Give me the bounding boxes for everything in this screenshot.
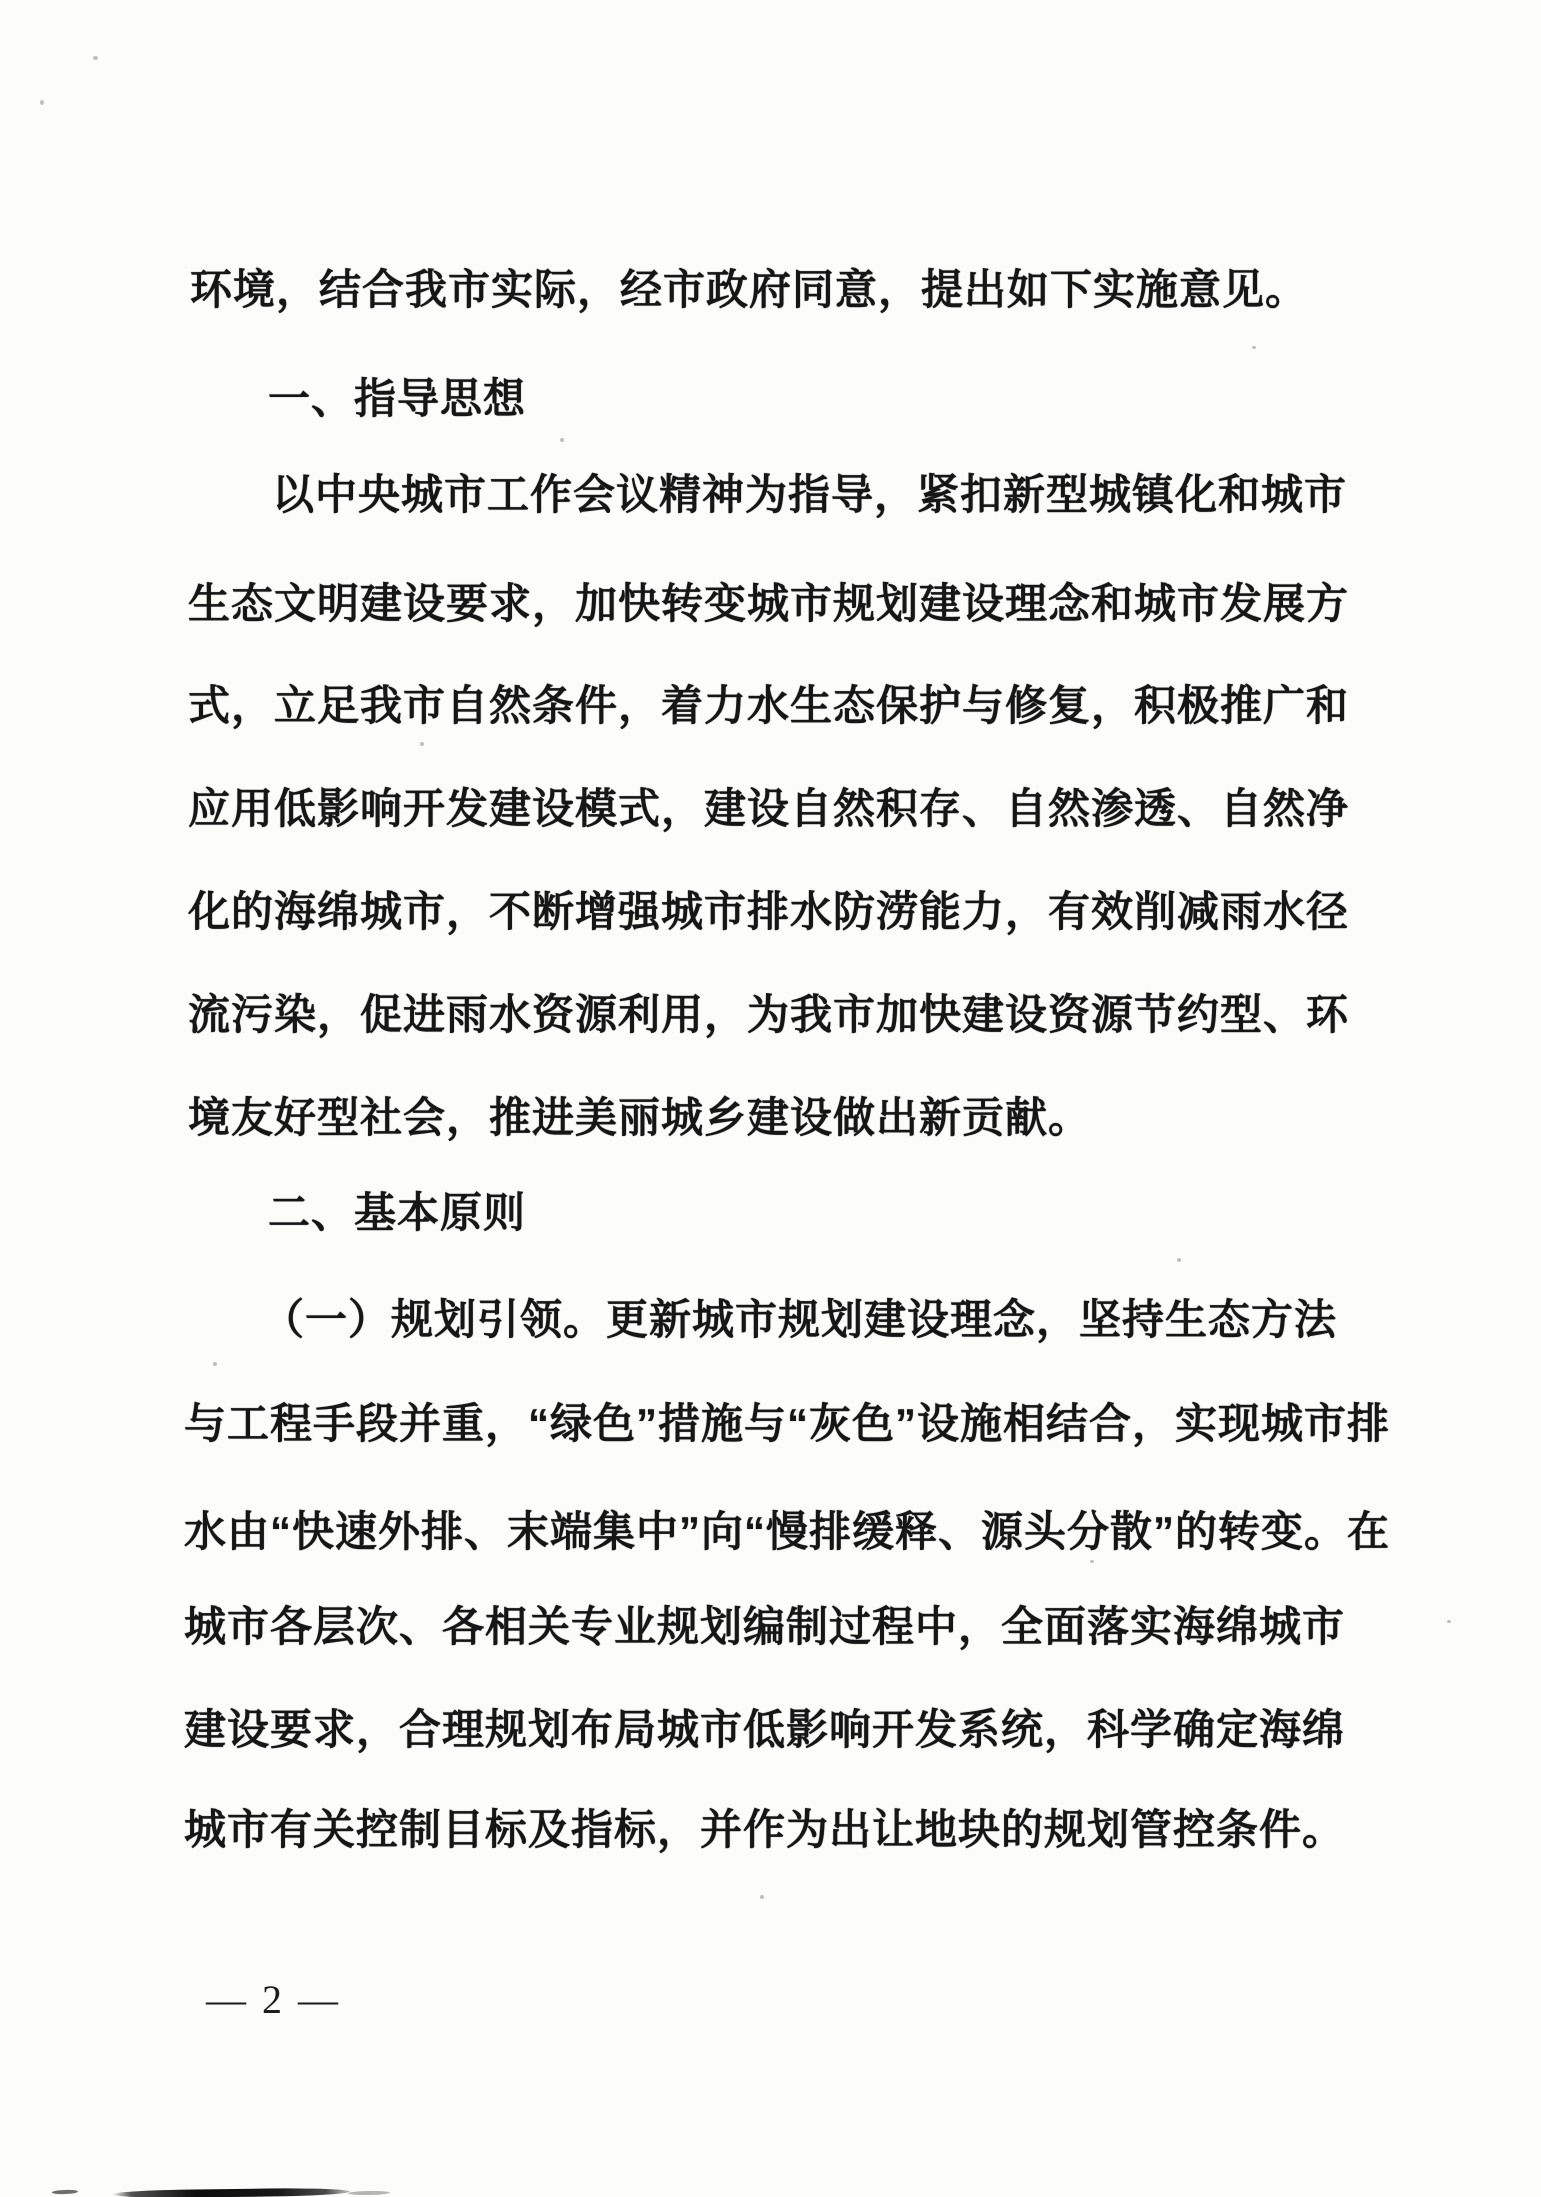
body-line: 境友好型社会，推进美丽城乡建设做出新贡献。 [188,1094,1092,1141]
scan-speck [213,1362,217,1366]
scan-speck [40,100,44,105]
body-line: 化的海绵城市，不断增强城市排水防涝能力，有效削减雨水径 [188,888,1350,935]
body-line: 应用低影响开发建设模式，建设自然积存、自然渗透、自然净 [188,785,1350,832]
body-line: 城市各层次、各相关专业规划编制过程中，全面落实海绵城市 [184,1603,1346,1650]
ink-smudge [348,2191,390,2196]
scan-speck [93,56,98,60]
body-line: 生态文明建设要求，加快转变城市规划建设理念和城市发展方 [188,580,1350,627]
scan-speck [420,742,424,746]
body-line: 环境，结合我市实际，经市政府同意，提出如下实施意见。 [190,266,1309,313]
section-heading-1: 一、指导思想 [268,375,527,422]
body-line: 式，立足我市自然条件，着力水生态保护与修复，积极推广和 [188,682,1350,729]
body-line: 城市有关控制目标及指标，并作为出让地块的规划管控条件。 [184,1806,1346,1853]
scan-speck [1090,1560,1094,1563]
scan-speck [1447,1620,1451,1623]
body-line: 流污染，促进雨水资源利用，为我市加快建设资源节约型、环 [188,991,1350,1038]
scan-speck [1252,346,1256,349]
scan-speck [560,438,564,442]
body-line: 建设要求，合理规划布局城市低影响开发系统，科学确定海绵 [184,1706,1346,1753]
page-number: — 2 — [206,1977,341,2022]
ink-smudge [112,2188,350,2197]
body-line: 水由“快速外排、末端集中”向“慢排缓释、源头分散”的转变。在 [184,1508,1391,1555]
ink-smudge [52,2190,78,2195]
body-line: 以中央城市工作会议精神为指导，紧扣新型城镇化和城市 [272,471,1348,518]
section-heading-2: 二、基本原则 [268,1189,527,1236]
scan-speck [1177,1258,1181,1262]
scan-speck [760,1895,764,1899]
body-line: （一）规划引领。更新城市规划建设理念，坚持生态方法 [262,1296,1338,1343]
body-line: 与工程手段并重，“绿色”措施与“灰色”设施相结合，实现城市排 [184,1400,1391,1447]
